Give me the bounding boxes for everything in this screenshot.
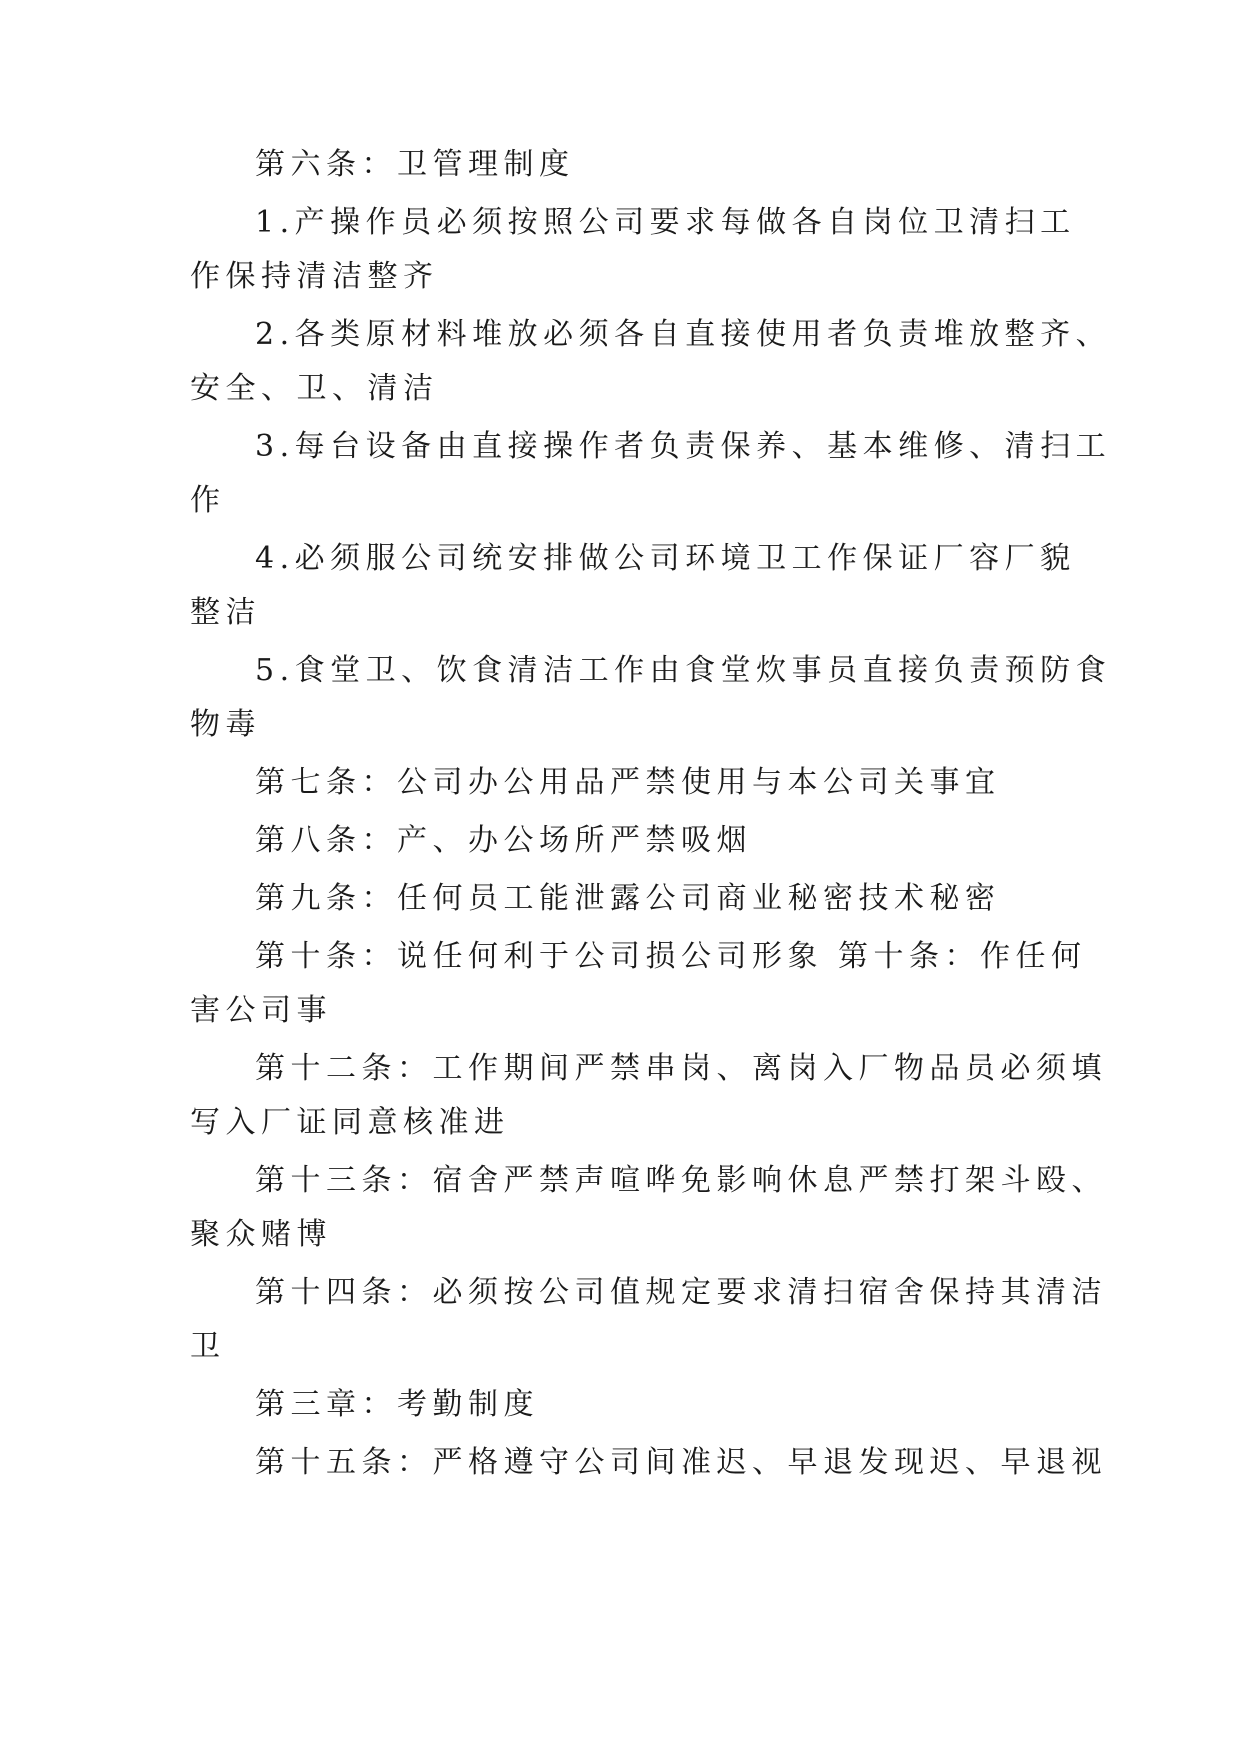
- item-4-line-1: 4.必须服公司统安排做公司环境卫工作保证厂容厂貌: [255, 541, 1076, 576]
- article-13-line-1: 第十三条：宿舍严禁声喧哗免影响休息严禁打架斗殴、: [255, 1163, 1107, 1198]
- article-6-heading: 第六条：卫管理制度: [255, 147, 575, 182]
- article-14-line-1: 第十四条：必须按公司值规定要求清扫宿舍保持其清洁: [255, 1275, 1107, 1310]
- article-9: 第九条：任何员工能泄露公司商业秘密技术秘密: [255, 881, 1001, 916]
- article-10-line-2: 害公司事: [190, 993, 332, 1028]
- item-2-line-1: 2.各类原材料堆放必须各自直接使用者负责堆放整齐、: [255, 317, 1112, 352]
- article-15-line-1: 第十五条：严格遵守公司间准迟、早退发现迟、早退视: [255, 1445, 1107, 1480]
- article-8: 第八条：产、办公场所严禁吸烟: [255, 823, 752, 858]
- article-14-line-2: 卫: [190, 1329, 226, 1364]
- article-10-line-1: 第十条：说任何利于公司损公司形象 第十条：作任何: [255, 939, 1087, 974]
- item-5-line-2: 物毒: [190, 707, 261, 742]
- article-13-line-2: 聚众赌博: [190, 1217, 332, 1252]
- article-12-line-1: 第十二条：工作期间严禁串岗、离岗入厂物品员必须填: [255, 1051, 1107, 1086]
- item-3-line-1: 3.每台设备由直接操作者负责保养、基本维修、清扫工: [255, 429, 1112, 464]
- item-2-line-2: 安全、卫、清洁: [190, 371, 439, 406]
- item-1-line-1: 1.产操作员必须按照公司要求每做各自岗位卫清扫工: [255, 205, 1076, 240]
- article-7: 第七条：公司办公用品严禁使用与本公司关事宜: [255, 765, 1001, 800]
- article-12-line-2: 写入厂证同意核准进: [190, 1105, 510, 1140]
- item-5-line-1: 5.食堂卫、饮食清洁工作由食堂炊事员直接负责预防食: [255, 653, 1112, 688]
- item-4-line-2: 整洁: [190, 595, 261, 630]
- chapter-3-heading: 第三章：考勤制度: [255, 1387, 539, 1422]
- item-3-line-2: 作: [190, 483, 226, 518]
- item-1-line-2: 作保持清洁整齐: [190, 259, 439, 294]
